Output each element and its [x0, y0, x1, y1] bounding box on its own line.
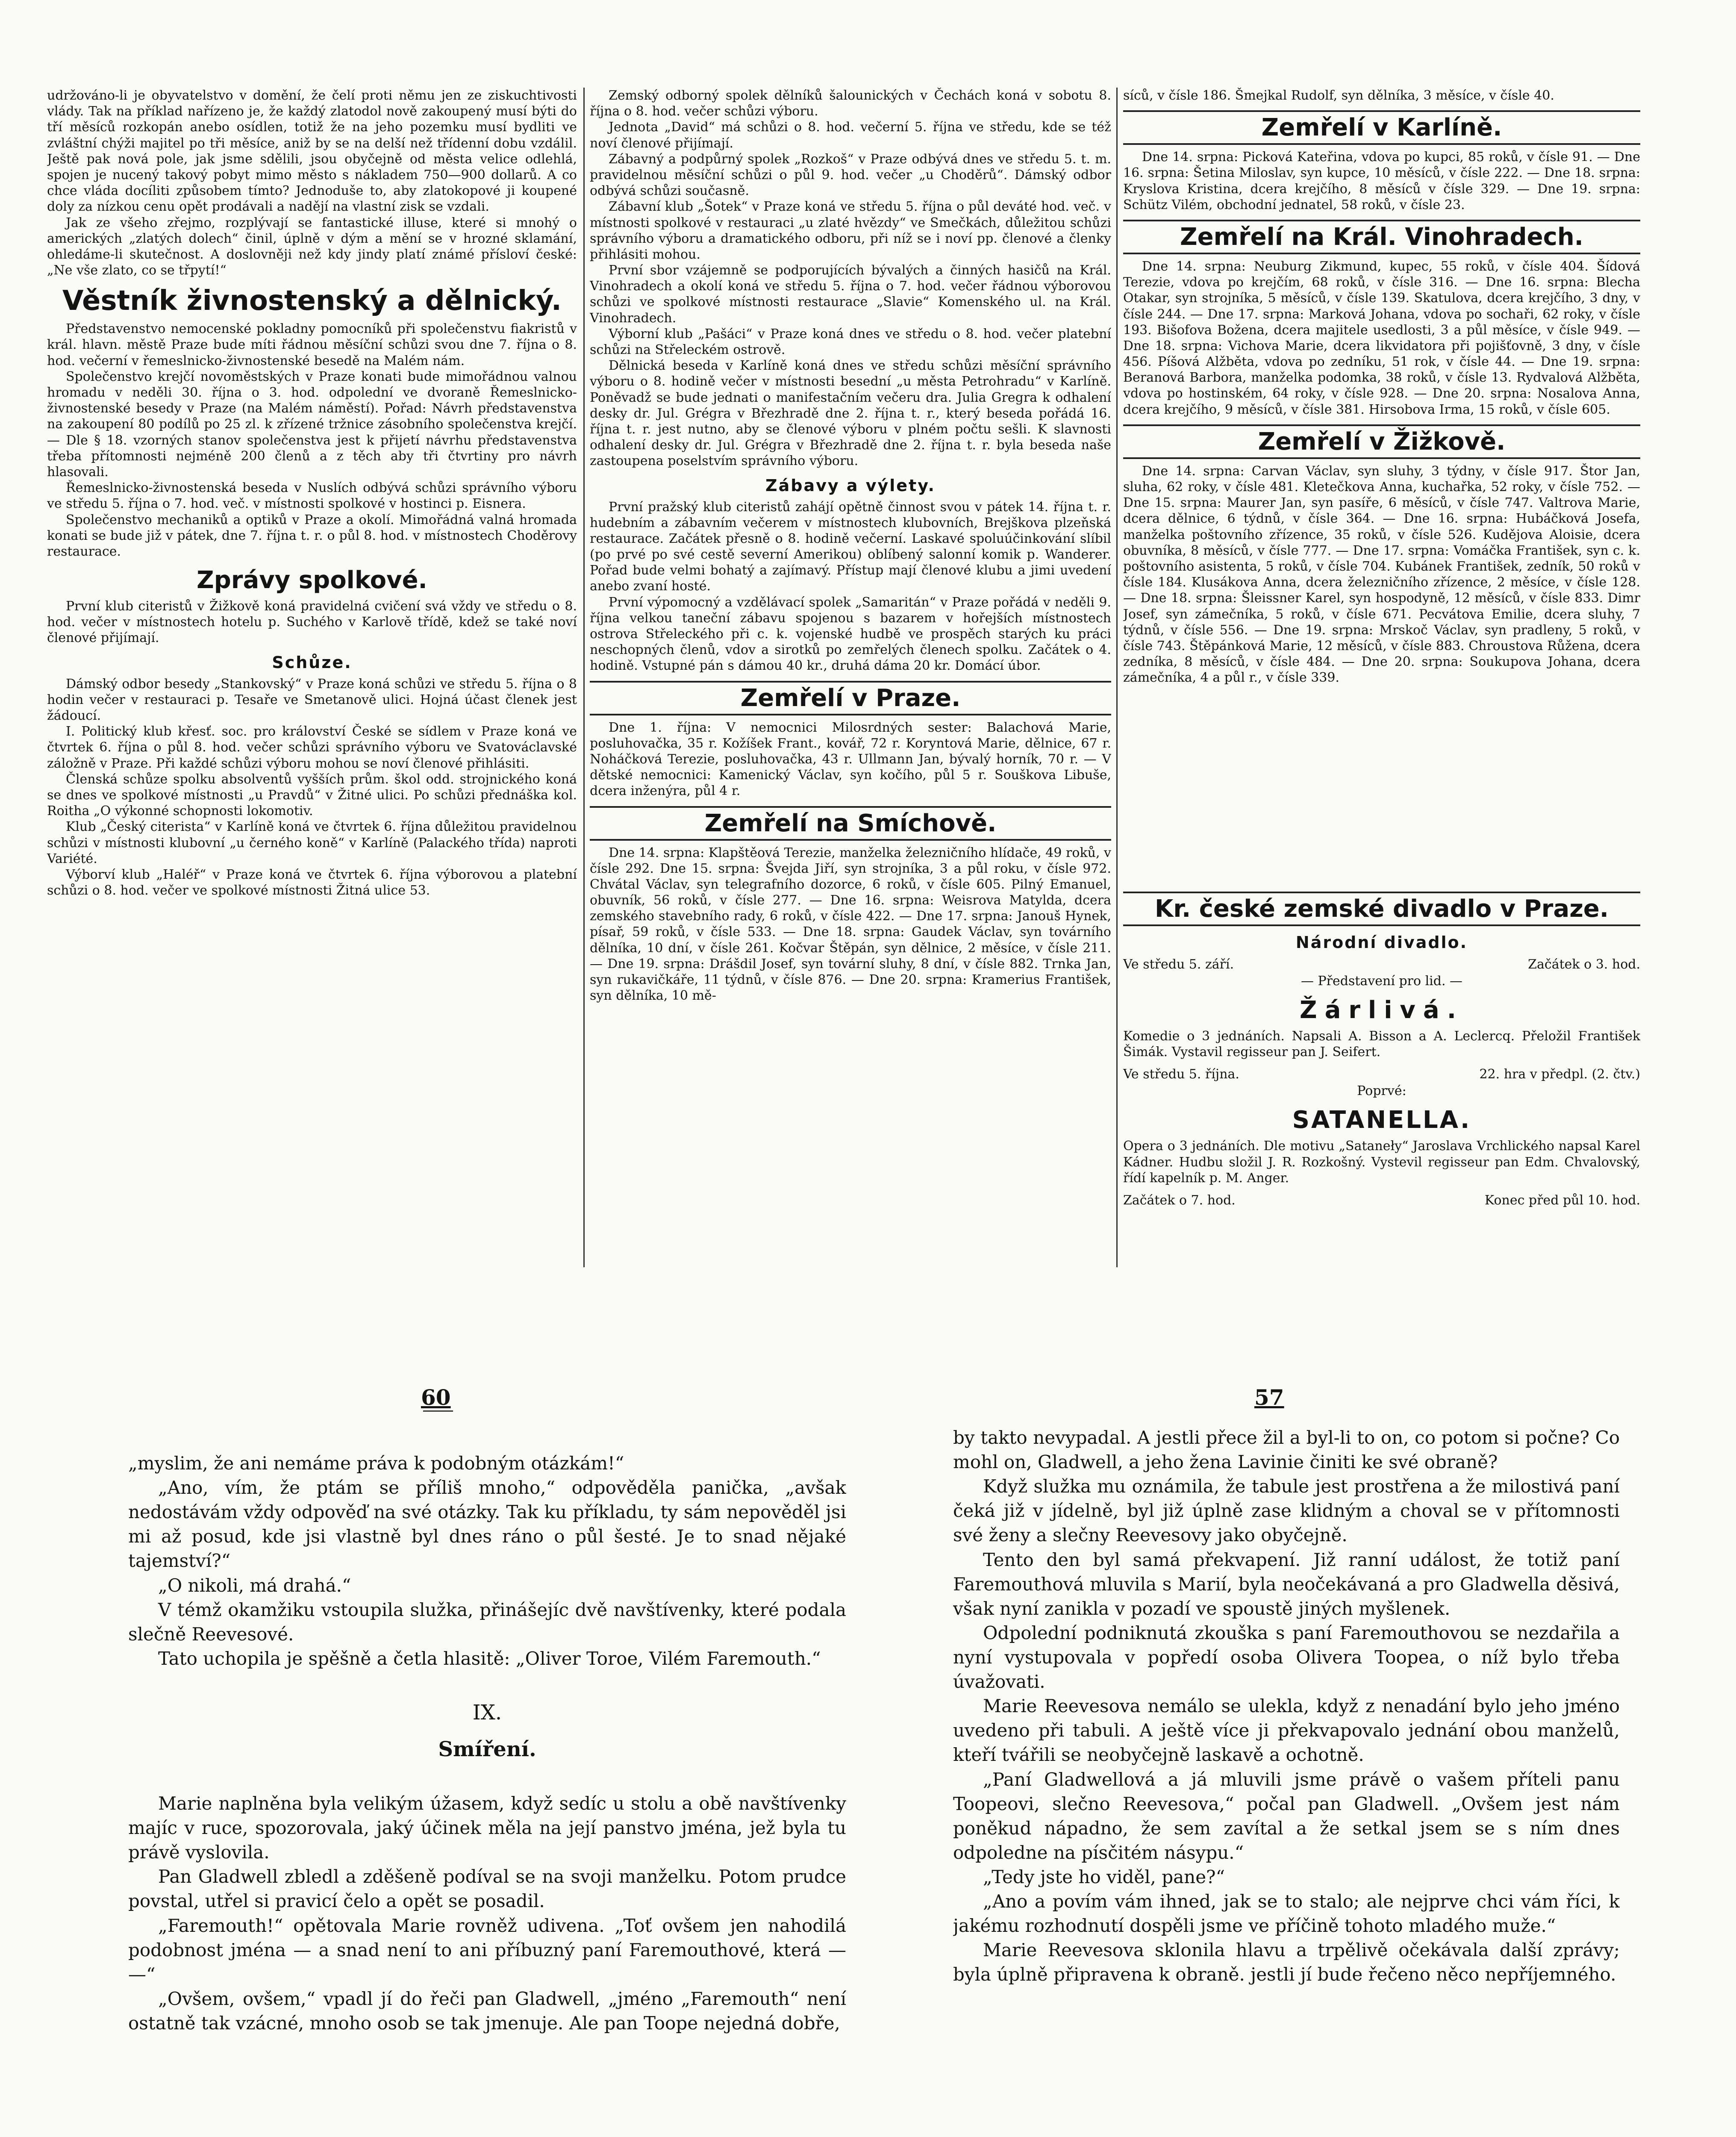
page-number-left: 60 — [421, 1385, 451, 1410]
column-news-2 — [590, 88, 1111, 1267]
section-heading: Zprávy spolkové. — [197, 566, 427, 595]
theatre-info-2: 22. hra v předpl. (2. čtv.) — [1479, 1067, 1640, 1082]
paragraph: První sbor vzájemně se podporujících bývalých a činných hasičů na Král. Vinohradech a okolí koná ve středu 5. října o 7. hod. večer řádnou výborovou schůzi ve spolkové místnosti restaurace „Slavie“ Komenského ul. na Král. Vinohradech. — [590, 263, 1111, 326]
theatre-row-2 — [1123, 1066, 1640, 1083]
theatre-date-2: Ve středu 5. října. — [1123, 1067, 1239, 1082]
paragraph: Pan Gladwell zbledl a zděšeně podíval se na svoji manželku. Potom prudce povstal, utřel si pravicí čelo a opět se posadil. — [128, 1866, 846, 1912]
column-divider — [1116, 88, 1118, 1267]
page-number-right: 57 — [1254, 1385, 1284, 1410]
paragraph: Výborní klub „Pašáci“ v Praze koná dnes ve středu o 8. hod. večer platební schůzi na Střeleckém ostrově. — [590, 326, 1111, 357]
theatre-subtitle: Národní divadlo. — [1295, 933, 1468, 952]
theatre-title: Kr. české zemské divadlo v Praze. — [1123, 892, 1640, 926]
theatre-end-2: Konec před půl 10. hod. — [1484, 1192, 1640, 1208]
theatre-start-2: Začátek o 7. hod. — [1123, 1192, 1236, 1208]
paragraph: Klub „Český citerista“ v Karlíně koná ve čtvrtek 6. října důležitou pravidelnou schůzi v místnosti klubovní „u černého koně“ v Karlíně (Palackého třída) naproti Variété. — [47, 819, 577, 866]
paragraph: Marie naplněna byla velikým úžasem, když sedíc u stolu a obě navštívenky majíc v ruce, spozorovala, jaký účinek měla na její panstvo jména, jež byla tu právě vyslovila. — [128, 1793, 846, 1863]
paragraph: Dne 14. srpna: Klapštěová Terezie, manželka železničního hlídače, 49 roků, v čísle 292. Dne 15. srpna: Švejda Jiří, syn strojníka, 3 a půl roku, v čísle 972. Chvátal Václav, syn telegrafního dozorce, 6 roků, v čísle 605. Pilný Emanuel, obuvník, 56 roků, v čísle 277. — Dne 16. srpna: Weisrova Matylda, dcera zemského stavebního rady, 6 roků, v čísle 422. — Dne 17. srpna: Janouš Hynek, písař, 59 roků, v čísle 533. — Dne 18. srpna: Gaudek Václav, syn továrního dělníka, 10 dní, v čísle 261. Kočvar Štěpán, syn dělnice, 2 měsíce, v čísle 211. — Dne 19. srpna: Drášdil Josef, syn tovární sluhy, 8 dní, v čísle 882. Trnka Jan, syn rukavičkáře, 11 týdnů, v čísle 876. — Dne 20. srpna: Kramerius František, syn dělníka, 10 mě- — [590, 845, 1111, 1004]
paragraph: Marie Reevesova sklonila hlavu a trpělivě očekávala další zprávy; byla úplně připravena k obraně. jestli jí bude řečeno něco nepříjemného. — [953, 1940, 1620, 1985]
paragraph: Společenstvo krejčí novoměstských v Praze konati bude mimořádnou valnou hromadu v neděli 30. října o 3. hod. odpolední ve dvoraně Řemeslnicko-živnostenské besedy v Praze (na Malém náměstí). Pořad: Návrh představenstva na zakoupení 80 podílů po 25 zl. k zřízené tržnice zásobního společenstva krejčí. — Dle § 18. vzorných stanov společenstva jest k přijetí návrhu představenstva třeba přítomnosti nejméně 200 členů a z těch aby tři čtvrtiny pro návrh hlasovali. — [47, 369, 577, 480]
theatre-play-1: Žárlivá. — [1300, 996, 1464, 1024]
theatre-start-1: Začátek o 3. hod. — [1528, 957, 1640, 972]
paragraph: Dne 14. srpna: Carvan Václav, syn sluhy, 3 týdny, v čísle 917. Štor Jan, sluha, 62 roky, v čísle 481. Kletečkova Anna, kuchařka, 52 roky, v čísle 752. — Dne 15. srpna: Maurer Jan, syn pasíře, 6 měsíců, v čísle 747. Valtrova Marie, dcera dělnice, 6 týdnů, v čísle 364. — Dne 16. srpna: Hubáčková Josefa, manželka poštovního zřízence, 35 roků, v čísle 526. Kudějova Aloisie, dcera obuvníka, 8 měsíců, v čísle 777. — Dne 17. srpna: Vomáčka František, syn c. k. poštovního asistenta, 5 roků, v čísle 704. Kubánek František, zedník, 50 roků v čísle 184. Klusákova Anna, dcera železničního zřízence, 2 měsíce, v čísle 128. — Dne 18. srpna: Šleissner Karel, syn hospodyně, 12 měsíců, v čísle 833. Dimr Josef, syn zámečníka, 5 roků, v čísle 671. Pecvátova Emilie, dcera sluhy, 7 týdnů, v čísle 556. — Dne 19. srpna: Mrskoč Václav, syn pradleny, 5 roků, v čísle 743. Štěpánková Marie, 12 měsíců, v čísle 883. Chroustova Růžena, dcera zedníka, 8 měsíců, v čísle 484. — Dne 20. srpna: Soukupova Johana, dcera zámečníka, 4 a půl r., v čísle 339. — [1123, 463, 1640, 686]
section-heading: Věstník živnostenský a dělnický. — [62, 285, 562, 317]
theatre-play-2: SATANELLA. — [1292, 1106, 1471, 1134]
paragraph: „O nikoli, má drahá.“ — [158, 1575, 351, 1596]
chapter-title: Smíření. — [438, 1737, 536, 1761]
paragraph: Dne 14. srpna: Picková Kateřina, vdova po kupci, 85 roků, v čísle 91. — Dne 16. srpna: Šetina Miloslav, syn kupce, 10 měsíců, v čísle 222. — Dne 18. srpna: Kryslova Kristina, dcera krejčího, 8 měsíců v čísle 329. — Dne 19. srpna: Schütz Vilém, obchodní jednatel, 58 roků, v čísle 23. — [1123, 150, 1640, 212]
theatre-desc-2: Opera o 3 jednáních. Dle motivu „Sataneły“ Jaroslava Vrchlického napsal Karel Kádner. Hudbu složil J. R. Rozkošný. Vystevil regisseur pan Edm. Chvalovský, řídí kapelník p. M. Anger. — [1123, 1139, 1640, 1186]
paragraph: Marie Reevesova nemálo se ulekla, když z nenadání bylo jeho jméno uvedeno při tabuli. A ještě více ji překvapovalo jednání obou manželů, kteří tvářili se neobyčejně laskavě a ochotně. — [953, 1695, 1620, 1766]
section-heading: Zemřelí v Karlíně. — [1123, 110, 1640, 145]
page-rule-left — [423, 1410, 453, 1412]
theatre-performance: — Představení pro lid. — — [1301, 974, 1463, 989]
paragraph: „Paní Gladwellová a já mluvili jsme právě o vašem příteli panu Toopeovi, slečno Reevesova,“ počal pan Gladwell. „Ovšem jest nám poněkud nápadno, že sem zavítal a že setkal jsem se s ním dnes odpoledne na písčitém násypu.“ — [953, 1769, 1620, 1863]
paragraph: Představenstvo nemocenské pokladny pomocníků při společenstvu fiakristů v král. hlavn. městě Praze bude míti řádnou měsíční schůzi svou dne 7. října o 8. hod. večerní v řemeslnicko-živnostenské besedě na Malém nám. — [47, 321, 577, 368]
paragraph: Řemeslnicko-živnostenská beseda v Nuslích odbývá schůzi správního výboru ve středu 5. října o 7. hod. več. v místnosti spolkové v hostinci p. Eisnera. — [47, 480, 577, 512]
section-heading: Zemřelí v Žižkově. — [1123, 424, 1640, 459]
paragraph: „Ovšem, ovšem,“ vpadl jí do řeči pan Gladwell, „jméno „Faremouth“ není ostatně tak vzácné, mnoho osob se tak jmenuje. Ale pan Toope nejedná dobře, — [128, 1988, 846, 2034]
section-heading: Zemřelí na Král. Vinohradech. — [1123, 220, 1640, 254]
book-column-right — [953, 1425, 1620, 2137]
paragraph: „myslim, že ani nemáme práva k podobným otázkám!“ — [128, 1453, 624, 1474]
paragraph: První výpomocný a vzdělávací spolek „Samaritán“ v Praze pořádá v neděli 9. října velkou taneční zábavu spojenou s bazarem v hořejších místnostech ostrova Střeleckého při c. k. vojenské hudbě ve prospěch starých ku práci neschopných členů, vdov a sirotků po zemřelých členech spolku. Začátek o 4. hodině. Vstupné pán s dámou 40 kr., druhá dáma 20 kr. Domácí úbor. — [590, 595, 1111, 674]
paragraph: Odpolední podniknutá zkouška s paní Faremouthovou se nezdařila a nyní vystupovala v popředí osoba Olivera Toopea, o níž bylo třeba úvažovati. — [953, 1622, 1620, 1693]
paragraph: Společenstvo mechaniků a optiků v Praze a okolí. Mimořádná valná hromada konati se bude již v pátek, dne 7. října t. r. o půl 8. hod. v místnostech Choděrovy restaurace. — [47, 512, 577, 559]
theatre-premiere: Poprvé: — [1357, 1083, 1406, 1099]
paragraph: Když služka mu oznámila, že tabule jest prostřena a že milostivá paní čeká již v jídelně, byl již úplně zase klidným a choval se v přítomnosti své ženy a slečny Reevesovy jako obyčejně. — [953, 1476, 1620, 1546]
paragraph: Členská schůze spolku absolventů vyšších prům. škol odd. strojnického koná se dnes ve spolkové místnosti „u Pravdů“ v Žitné ulici. Po schůzi přednáška kol. Roitha „O výkonné schopnosti lokomotiv. — [47, 771, 577, 819]
section-heading: Zemřelí v Praze. — [590, 681, 1111, 715]
paragraph: Tato uchopila je spěšně a četla hlasitě: „Oliver Toroe, Vilém Faremouth.“ — [158, 1648, 821, 1669]
column-news-3 — [1123, 88, 1640, 883]
book-column-left — [128, 1451, 846, 2137]
paragraph: „Ano a povím vám ihned, jak se to stalo; ale nejprve chci vám říci, k jakému rozhodnutí dospěli jsme ve příčině tohoto mladého muže.“ — [953, 1891, 1620, 1937]
paragraph: „Ano, vím, že ptám se příliš mnoho,“ odpověděla panička, „avšak nedostávám vždy odpověď na své otázky. Tak ku příkladu, ty sám nepověděl jsi mi až posud, kde jsi vlastně byl dnes ráno o půl šesté. Je to snad nějaké tajemství?“ — [128, 1477, 846, 1572]
paragraph: Výborví klub „Haléř“ v Praze koná ve čtvrtek 6. října výborovou a platební schůzi o 8. hod. večer ve spolkové místnosti Žitná ulice 53. — [47, 867, 577, 898]
paragraph: Dámský odbor besedy „Stankovský“ v Praze koná schůzi ve středu 5. října o 8 hodin večer v restauraci p. Tesaře ve Smetanově ulici. Hojná účast členek jest žádoucí. — [47, 676, 577, 723]
paragraph: síců, v čísle 186. Šmejkal Rudolf, syn dělníka, 3 měsíce, v čísle 40. — [1123, 88, 1554, 103]
chapter-number: IX. — [472, 1700, 502, 1725]
paragraph: V témž okamžiku vstoupila služka, přinášejíc dvě navštívenky, které podala slečně Reevesové. — [128, 1599, 846, 1645]
theatre-date-1: Ve středu 5. září. — [1123, 957, 1234, 972]
theatre-row-3 — [1123, 1192, 1640, 1209]
paragraph: Zábavný a podpůrný spolek „Rozkoš“ v Praze odbývá dnes ve středu 5. t. m. pravidelnou měsíční schůzi o půl 9. hod. večer „u Choděrů“. Dámský odbor odbývá schůzi současně. — [590, 151, 1111, 199]
theatre-row-1 — [1123, 956, 1640, 973]
paragraph: „Faremouth!“ opětovala Marie rovněž udivena. „Toť ovšem jen nahodilá podobnost jména — a snad není to ani příbuzný paní Faremouthové, která — —“ — [128, 1915, 846, 1985]
paragraph: První klub citeristů v Žižkově koná pravidelná cvičení svá vždy ve středu o 8. hod. večer v místnostech hotelu p. Suchého v Karlově třídě, kdež se také noví členové přijímají. — [47, 599, 577, 646]
paragraph: „Tedy jste ho viděl, pane?“ — [983, 1866, 1225, 1887]
paragraph: udržováno-li je obyvatelstvo v domění, že čelí proti němu jen ze ziskuchtivosti vlády. Tak na příklad nařízeno je, že každý zlatodol nově zakoupený musí býti do tří měsíců rozkopán anebo osídlen, totiž že na jeho pozemku musí bydliti ve zvláštní chýži majitel po tři měsíce, aniž by se na delší než třídenní dobu vzdálil. Ještě pak nová pole, jak jsme sdělili, jsou obyčejně od města velice odlehlá, spojen je nucený takový pobyt mimo město s nákladem 750—900 dollarů. A co chce vláda docíliti způsobem tímto? Jednoduše to, aby zlatokopové ji koupené doly za nízkou cenu opět prodávali a nadějí na vlastní zisk se vzdali. — [47, 88, 577, 215]
paragraph: Dne 1. října: V nemocnici Milosrdných sester: Balachová Marie, posluhovačka, 35 r. Kožíšek Frant., kovář, 72 r. Koryntová Marie, dělnice, 67 r. Noháčková Terezie, posluhovačka, 43 r. Ullmann Jan, bývalý horník, 70 r. — V dětské nemocnici: Kamenický Václav, syn kočího, půl 5 r. Souškova Libuše, dcera inženýra, půl 4 r. — [590, 720, 1111, 799]
section-heading: Zemřelí na Smíchově. — [590, 806, 1111, 841]
paragraph: Tento den byl samá překvapení. Již ranní událost, že totiž paní Faremouthová mluvila s Marií, byla neočekávaná a pro Gladwella děsivá, však nyní zanikla v pozadí ve spoustě jiných myšlenek. — [953, 1549, 1620, 1619]
paragraph: by takto nevypadal. A jestli přece žil a byl-li to on, co potom si počne? Co mohl on, Gladwell, a jeho žena Lavinie činiti ke své obraně? — [953, 1427, 1620, 1473]
paragraph: Zábavní klub „Šotek“ v Praze koná ve středu 5. října o půl deváté hod. več. v místnosti spolkové v restauraci „u zlaté hvězdy“ ve Smečkách, důležitou schůzi správního výboru a dramatického odboru, při níž se i noví pp. členové a členky přihlásiti mohou. — [590, 199, 1111, 262]
paragraph: Jak ze všeho zřejmo, rozplývají se fantastické illuse, které si mnohý o amerických „zlatých dolech“ činil, úplně v dým a mění se v hrozné sklamání, ohledáme-li skutečnost. A doslovněji než kdy jindy platí známé přísloví české: „Ne vše zlato, co se třpytí!“ — [47, 215, 577, 278]
paragraph: Dělnická beseda v Karlíně koná dnes ve středu schůzi měsíční správního výboru o 8. hodině večer v místnosti besední „u města Petrohradu“ v Karlíně. Poněvadž se bude jednati o manifestačním večeru dra. Julia Gregra k odhalení desky dr. Jul. Grégra v Březhradě dne 2. října t. r., který beseda pořádá 16. října t. r. jest nutno, aby se členové výboru v plném počtu sešli. K slavnosti odhalení desky dr. Jul. Grégra v Březhradě dne 2. října t. r. byla beseda naše zastoupena poselstvím správního výboru. — [590, 358, 1111, 469]
column-divider — [583, 88, 585, 1267]
paragraph: První pražský klub citeristů zahájí opětně činnost svou v pátek 14. října t. r. hudebním a zábavním večerem v místnostech klubovních, Brejškova plzeňská restaurace. Začátek přesně o 8. hodině večerní. Laskavé spoluúčinkování slíbil (po prvé po své cestě severní Amerikou) oblíbený salonní komik p. Wanderer. Pořad bude velmi bohatý a zajímavý. Přístup mají členové klubu a jimi uvedení anebo zvaní hosté. — [590, 499, 1111, 594]
paragraph: Jednota „David“ má schůzi o 8. hod. večerní 5. října ve středu, kde se též noví členové přijímají. — [590, 120, 1111, 151]
paragraph: I. Politický klub křesť. soc. pro království České se sídlem v Praze koná ve čtvrtek 6. října o půl 8. hod. večer schůzi správního výboru ve Svatováclavské záložně v Praze. Při každé schůzi výboru mohou se noví členové přihlásiti. — [47, 724, 577, 771]
section-heading: Schůze. — [272, 653, 352, 672]
section-heading: Zábavy a výlety. — [765, 476, 936, 495]
theatre-program — [1123, 885, 1640, 1269]
theatre-desc-1: Komedie o 3 jednáních. Napsali A. Bisson a A. Leclercq. Přeložil František Šimák. Vystavil regisseur pan J. Seifert. — [1123, 1029, 1640, 1060]
paragraph: Zemský odborný spolek dělníků šalounických v Čechách koná v sobotu 8. října o 8. hod. večer schůzi výboru. — [590, 88, 1111, 119]
column-news-1 — [47, 88, 577, 1250]
paragraph: Dne 14. srpna: Neuburg Zikmund, kupec, 55 roků, v čísle 404. Šídová Terezie, vdova po krejčím, 68 roků, v čísle 316. — Dne 16. srpna: Blecha Otakar, syn strojníka, 5 měsíců, v čísle 139. Skatulova, dcera krejčího, 3 dny, v čísle 244. — Dne 17. srpna: Marková Johana, vdova po sochaři, 62 roky, v čísle 193. Bišofova Božena, dcera majitele usedlosti, 3 a půl měsíce, v čísle 949. — Dne 18. srpna: Vichova Marie, dcera likvidatora při pojišťovně, 3 dny, v čísle 456. Píšová Alžběta, vdova po zedníku, 51 rok, v čísle 44. — Dne 19. srpna: Beranová Barbora, manželka podomka, 38 roků, v čísle 13. Rydvalová Alžběta, vdova po hostinském, 64 roky, v čísle 928. — Dne 20. srpna: Nosalova Anna, dcera krejčího, 9 měsíců, v čísle 381. Hirsobova Irma, 15 roků, v čísle 605. — [1123, 259, 1640, 417]
